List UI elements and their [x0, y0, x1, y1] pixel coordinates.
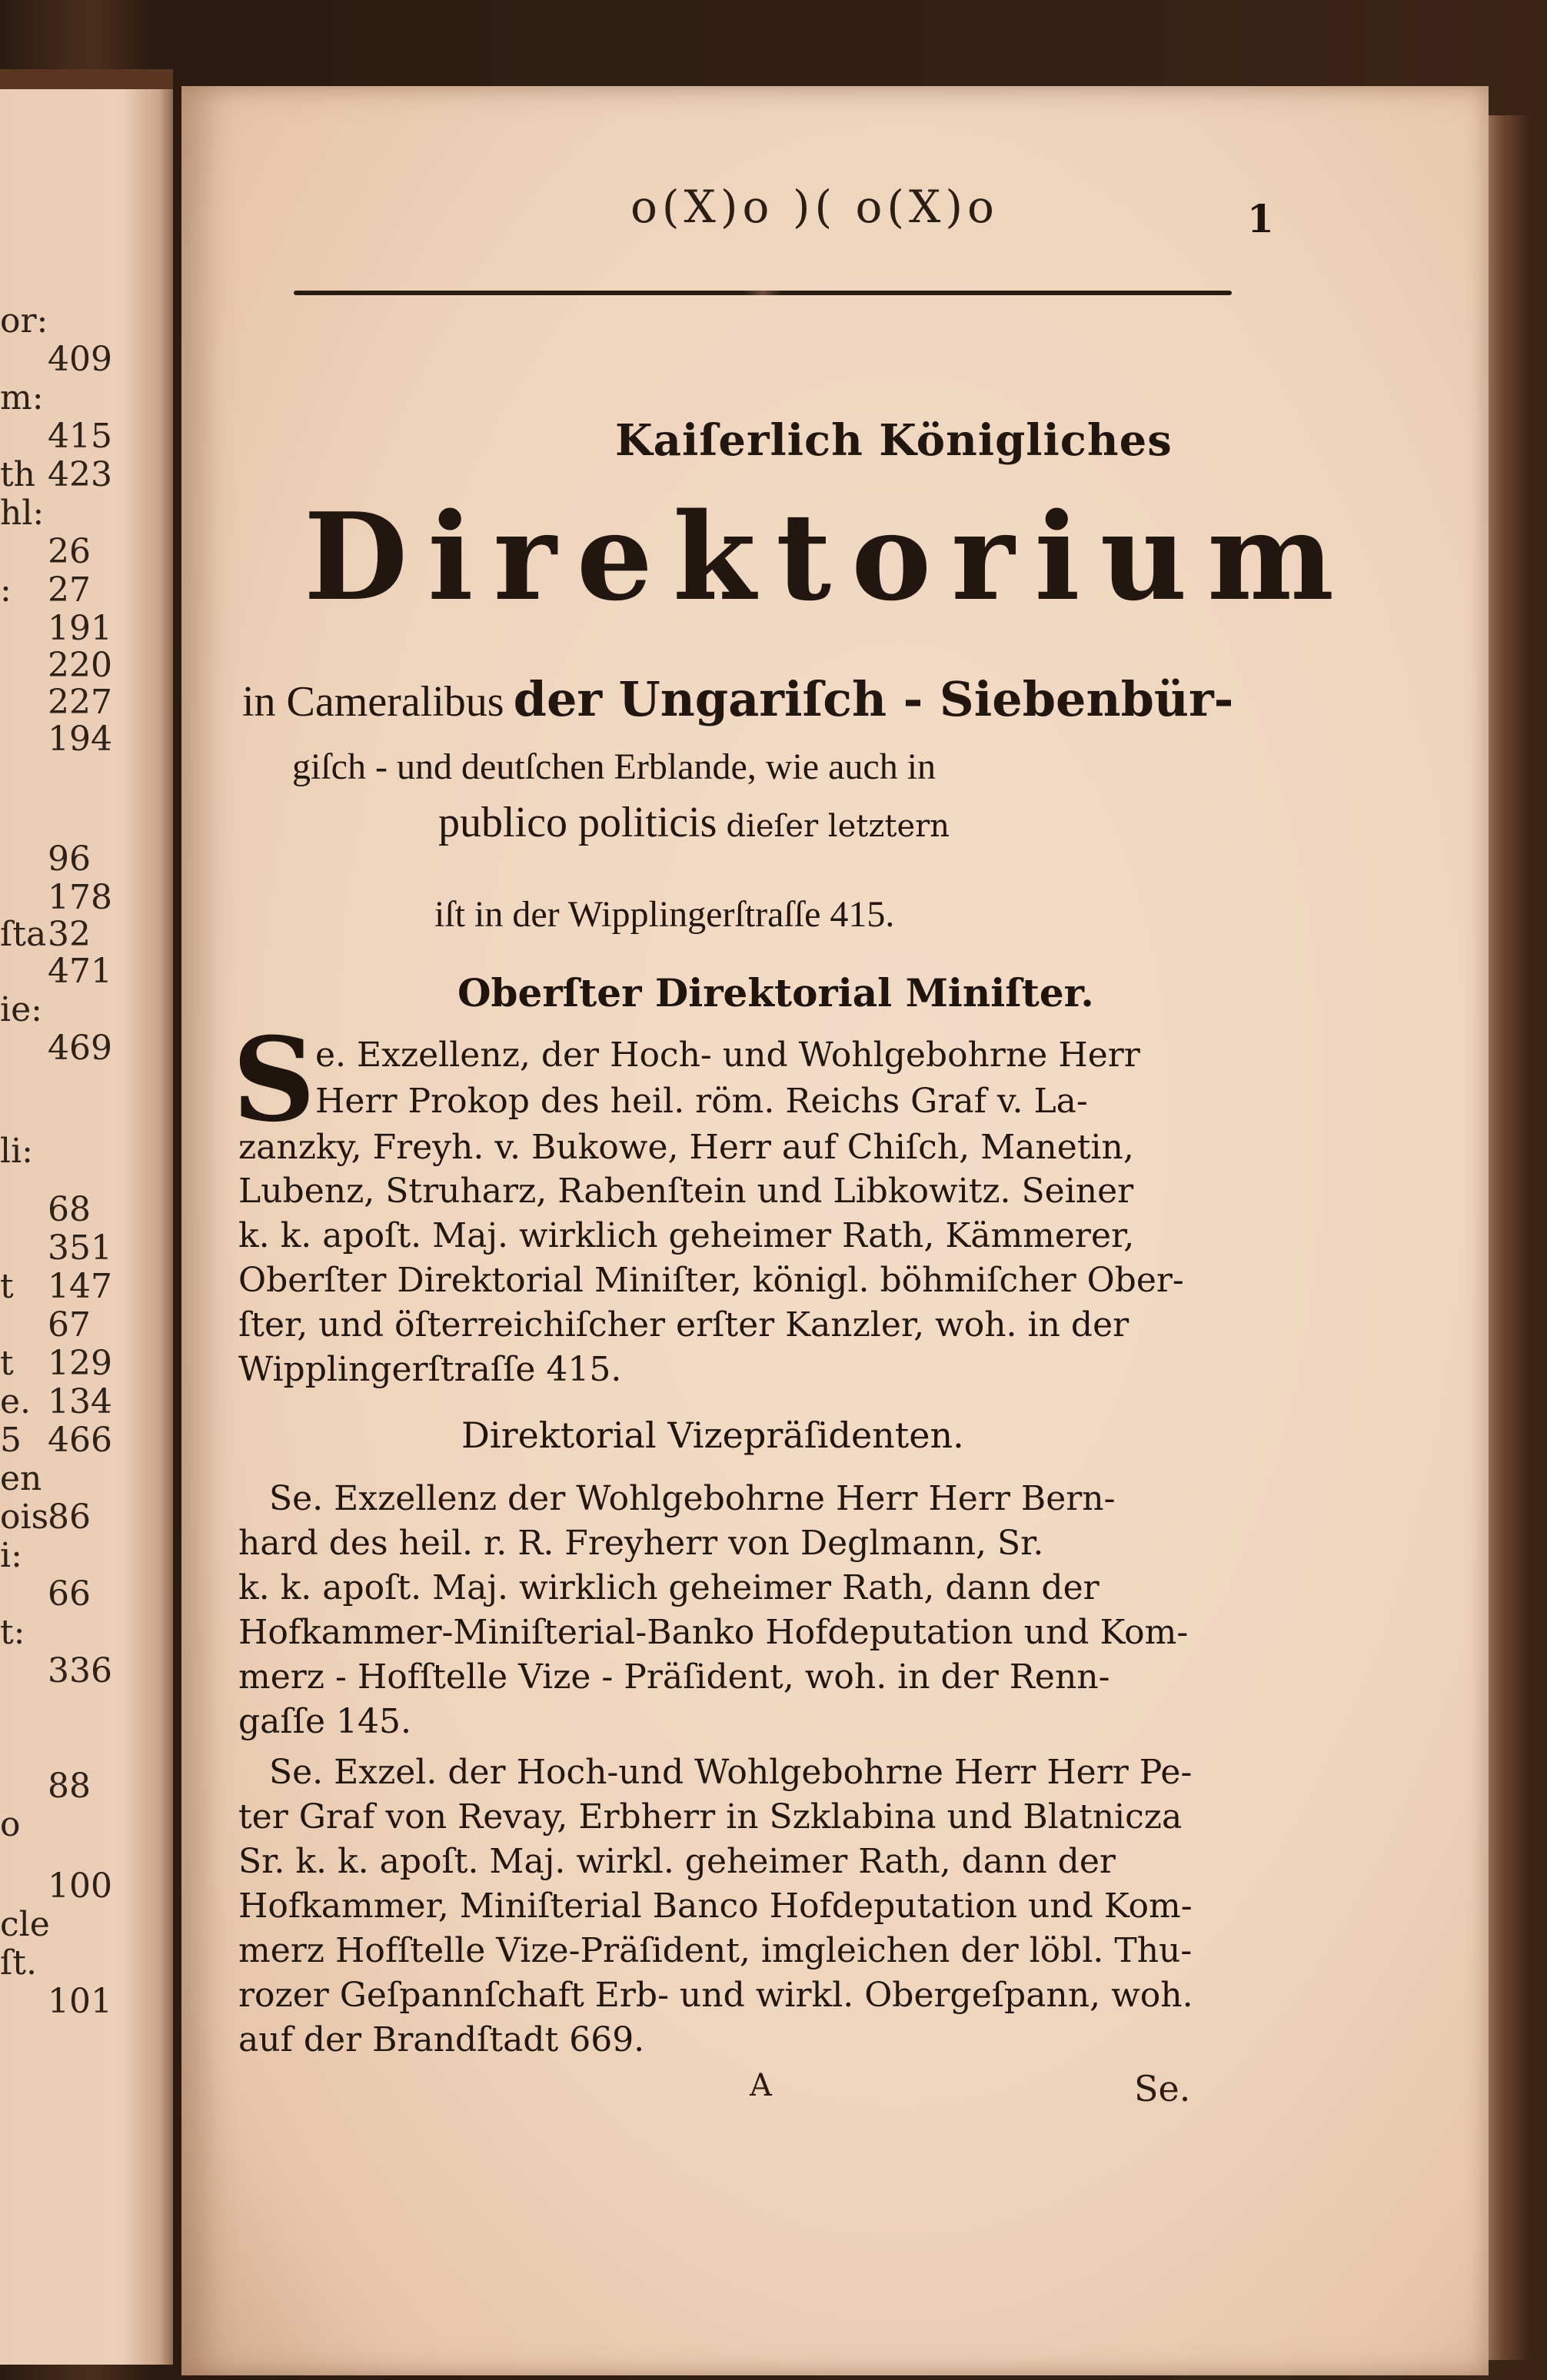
section-heading-minister: Oberſter Direktorial Miniſter.	[457, 970, 1094, 1015]
intro-line-2: giſch - und deutſchen Erblande, wie auch in	[292, 746, 937, 787]
left-page-index	[0, 89, 173, 2365]
left-index-fragment: ie:	[0, 990, 42, 1029]
left-index-page-number: 220	[48, 646, 112, 685]
left-index-page-number: 68	[48, 1190, 91, 1229]
left-page	[0, 69, 173, 2365]
left-index-fragment: li:	[0, 1132, 33, 1171]
left-index-page-number: 100	[48, 1866, 112, 1906]
vize1-line-6: gaſſe 145.	[238, 1702, 411, 1741]
left-index-page-number: 415	[48, 417, 112, 456]
vize1-line-2: hard des heil. r. R. Freyherr von Deglmann, Sr.	[238, 1524, 1044, 1563]
minister-line-4: Lubenz, Struharz, Rabenſtein und Libkowitz. Seiner	[238, 1172, 1134, 1211]
minister-line-5: k. k. apoſt. Maj. wirklich geheimer Rath, Kämmerer,	[238, 1216, 1135, 1255]
header-rule	[294, 289, 1232, 297]
left-index-fragment: o	[0, 1805, 21, 1844]
vize2-line-5: merz Hofſtelle Vize-Präſident, imgleichen der löbl. Thu-	[238, 1931, 1193, 1970]
intro-line-1	[242, 671, 1234, 727]
left-index-page-number: 67	[48, 1305, 91, 1345]
left-index-page-number: 32	[48, 915, 91, 954]
left-index-fragment: :	[0, 570, 12, 610]
header-ornament: o(X)o )( o(X)o	[630, 181, 999, 233]
signature-mark: A	[750, 2068, 772, 2103]
left-index-page-number: 336	[48, 1651, 112, 1690]
left-index-page-number: 66	[48, 1574, 91, 1614]
left-index-fragment: hl:	[0, 494, 45, 533]
intro-line-1-roman: in Cameralibus	[242, 678, 504, 726]
intro-line-3-roman: publico politicis	[438, 799, 717, 846]
left-index-page-number: 409	[48, 340, 112, 379]
title-direktorium: Direktorium	[304, 487, 1355, 627]
left-index-fragment: 5	[0, 1421, 22, 1460]
intro-line-1-blackletter: der Ungariſch - Siebenbür-	[513, 671, 1234, 727]
left-index-fragment: t	[0, 1267, 14, 1306]
intro-line-3	[438, 799, 950, 849]
left-index-page-number: 469	[48, 1029, 112, 1068]
vize1-line-3: k. k. apoſt. Maj. wirklich geheimer Rath, dann der	[238, 1568, 1100, 1607]
left-index-page-number: 194	[48, 720, 112, 759]
minister-line-2: Herr Prokop des heil. röm. Reichs Graf v. La-	[315, 1082, 1088, 1121]
left-index-page-number: 227	[48, 683, 112, 722]
left-index-fragment: e.	[0, 1382, 32, 1421]
vize1-line-5: merz - Hofſtelle Vize - Präſident, woh. in der Renn-	[238, 1657, 1110, 1697]
left-index-page-number: 191	[48, 609, 112, 648]
left-index-page-number: 101	[48, 1982, 112, 2021]
left-index-page-number: 88	[48, 1767, 91, 1806]
header-rule-line	[294, 291, 1232, 295]
left-index-page-number: 471	[48, 952, 112, 991]
left-index-page-number: 129	[48, 1344, 112, 1383]
intro-line-3-blackletter: dieſer letztern	[726, 809, 950, 844]
section-heading-vizepraesidenten: Direktorial Vizepräſidenten.	[461, 1414, 964, 1456]
address-line: iſt in der Wipplingerſtraſſe 415.	[434, 894, 895, 935]
left-index-page-number: 423	[48, 455, 112, 494]
left-index-fragment: or:	[0, 301, 48, 341]
vize2-line-4: Hofkammer, Miniſterial Banco Hofdeputation und Kom-	[238, 1886, 1193, 1926]
left-index-page-number: 351	[48, 1228, 112, 1268]
catchword: Se.	[1134, 2068, 1191, 2109]
left-index-page-number: 27	[48, 570, 91, 610]
left-index-page-number: 86	[48, 1497, 91, 1537]
vize2-line-7: auf der Brandſtadt 669.	[238, 2020, 645, 2059]
left-index-fragment: ois	[0, 1497, 49, 1537]
left-index-fragment: i:	[0, 1536, 22, 1575]
minister-line-1: e. Exzellenz, der Hoch- und Wohlgebohrne Herr	[315, 1035, 1140, 1075]
left-index-fragment: t:	[0, 1613, 25, 1652]
vize2-line-1: Se. Exzel. der Hoch-und Wohlgebohrne Herr Herr Pe-	[269, 1753, 1193, 1792]
vize2-line-6: rozer Geſpannſchaft Erb- und wirkl. Obergeſpann, woh.	[238, 1976, 1193, 2015]
minister-line-8: Wipplingerſtraſſe 415.	[238, 1350, 622, 1389]
left-index-page-number: 147	[48, 1267, 112, 1306]
left-index-fragment: ſt.	[0, 1943, 37, 1983]
minister-line-7: ſter, und öſterreichiſcher erſter Kanzler, woh. in der	[238, 1305, 1129, 1345]
left-index-page-number: 134	[48, 1382, 112, 1421]
vize1-line-4: Hofkammer-Miniſterial-Banko Hofdeputation und Kom-	[238, 1613, 1189, 1652]
vize1-line-1: Se. Exzellenz der Wohlgebohrne Herr Herr Bern-	[269, 1479, 1116, 1518]
page-edges	[1484, 115, 1530, 2360]
left-index-fragment: t	[0, 1344, 14, 1383]
left-index-page-number: 96	[48, 839, 91, 879]
left-index-fragment: en	[0, 1459, 42, 1498]
left-index-fragment: cle	[0, 1905, 50, 1944]
left-index-fragment: ſta	[0, 915, 47, 954]
vize2-line-3: Sr. k. k. apoſt. Maj. wirkl. geheimer Rath, dann der	[238, 1842, 1116, 1881]
minister-line-6: Oberſter Direktorial Miniſter, königl. böhmiſcher Ober-	[238, 1261, 1184, 1300]
title-line-1: Kaiſerlich Königliches	[615, 415, 1173, 466]
left-index-fragment: th	[0, 455, 36, 494]
left-index-page-number: 26	[48, 532, 91, 571]
vize2-line-2: ter Graf von Revay, Erbherr in Szklabina und Blatnicza	[238, 1797, 1183, 1837]
left-index-page-number: 178	[48, 878, 112, 917]
left-index-fragment: m:	[0, 378, 44, 417]
minister-line-3: zanzky, Freyh. v. Bukowe, Herr auf Chiſch, Manetin,	[238, 1128, 1134, 1167]
drop-cap: S	[232, 1012, 316, 1148]
page-number: 1	[1247, 196, 1274, 241]
left-index-page-number: 466	[48, 1421, 112, 1460]
